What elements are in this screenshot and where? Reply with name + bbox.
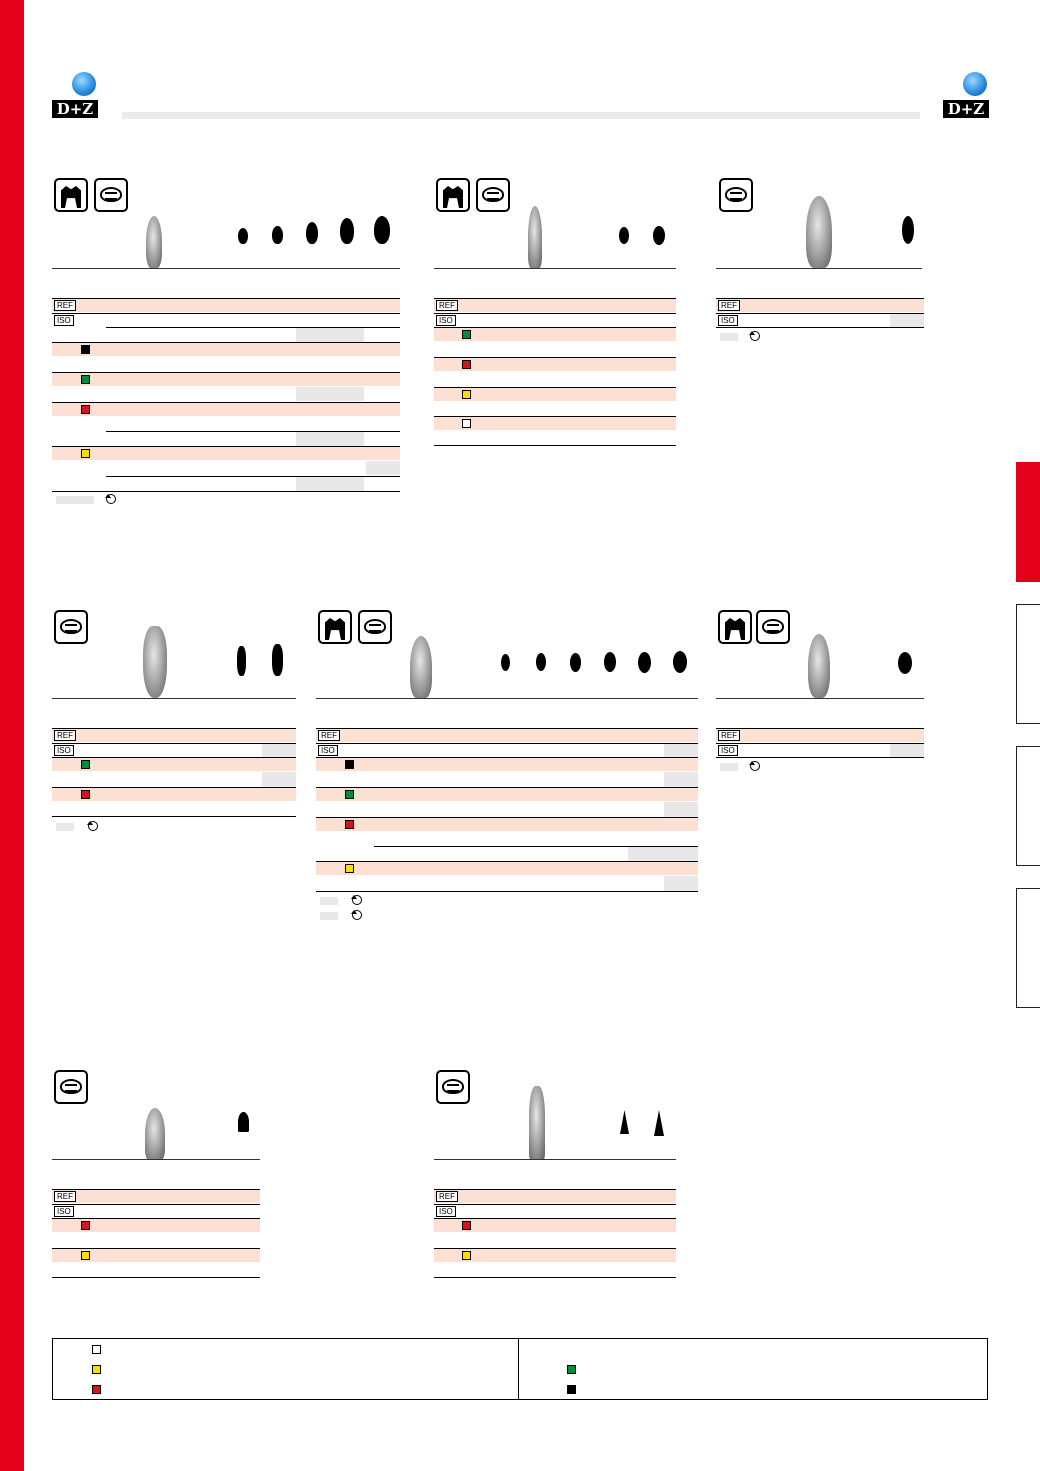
bur-photo bbox=[806, 196, 832, 268]
gray-cell bbox=[664, 876, 698, 891]
tooth-crown-icon bbox=[318, 610, 352, 644]
iso-row bbox=[52, 1204, 260, 1218]
red-square-icon bbox=[345, 820, 354, 829]
mouth-icon bbox=[476, 178, 510, 212]
yellow-square-icon bbox=[81, 449, 90, 458]
rotation-icon bbox=[106, 494, 116, 504]
iso-row bbox=[52, 313, 400, 327]
band-row-black bbox=[52, 342, 400, 356]
gray-cell bbox=[296, 328, 364, 342]
bur-silhouette bbox=[238, 228, 248, 244]
band-row-green bbox=[52, 757, 296, 771]
iso-row bbox=[434, 313, 676, 327]
ref-row bbox=[52, 728, 296, 742]
gray-cell bbox=[366, 461, 400, 475]
tooth-crown-icon bbox=[718, 610, 752, 644]
table-bottom bbox=[52, 816, 296, 817]
gray-cell bbox=[296, 432, 364, 446]
mouth-icon bbox=[94, 178, 128, 212]
gray-cell bbox=[296, 477, 364, 491]
logo-globe-icon bbox=[963, 72, 987, 96]
ref-label: REF bbox=[318, 730, 340, 741]
bur-silhouette bbox=[619, 227, 629, 244]
ref-row bbox=[52, 298, 400, 312]
legend-divider bbox=[518, 1339, 519, 1399]
panel-baseline bbox=[316, 698, 698, 699]
dz-logo-left bbox=[52, 72, 98, 118]
red-square-icon bbox=[81, 405, 90, 414]
gray-cell bbox=[720, 763, 738, 771]
ref-row bbox=[434, 298, 676, 312]
gray-cell bbox=[664, 772, 698, 787]
gray-cell bbox=[890, 744, 924, 757]
panel-baseline bbox=[52, 1159, 260, 1160]
bur-silhouette bbox=[501, 654, 510, 671]
ref-row bbox=[434, 1189, 676, 1203]
gray-cell bbox=[262, 772, 296, 787]
logo-text: D+Z bbox=[943, 100, 989, 118]
bur-silhouette bbox=[272, 226, 283, 244]
panel-baseline bbox=[716, 698, 924, 699]
red-square-icon bbox=[81, 1221, 90, 1230]
green-square-icon bbox=[567, 1365, 576, 1374]
rotation-icon bbox=[750, 761, 760, 771]
bur-silhouette bbox=[604, 652, 616, 672]
iso-row bbox=[434, 1204, 676, 1218]
green-square-icon bbox=[81, 375, 90, 384]
gray-cell bbox=[262, 744, 296, 757]
mouth-icon bbox=[756, 610, 790, 644]
band-row-red bbox=[316, 817, 698, 831]
yellow-square-icon bbox=[81, 1251, 90, 1260]
gray-cell bbox=[320, 897, 338, 905]
rotation-icon bbox=[88, 821, 98, 831]
iso-label: ISO bbox=[54, 745, 74, 756]
bur-silhouette bbox=[374, 216, 390, 244]
yellow-square-icon bbox=[462, 1251, 471, 1260]
bur-silhouette bbox=[237, 646, 246, 676]
header-rule bbox=[122, 112, 920, 119]
bur-silhouette bbox=[570, 653, 581, 672]
mouth-icon bbox=[436, 1070, 470, 1104]
band-row-red bbox=[434, 357, 676, 371]
gray-cell bbox=[720, 333, 738, 341]
white-square-icon bbox=[92, 1345, 101, 1354]
panel-baseline bbox=[434, 268, 676, 269]
bur-silhouette bbox=[620, 1110, 629, 1134]
black-square-icon bbox=[345, 760, 354, 769]
red-square-icon bbox=[81, 790, 90, 799]
bur-silhouette bbox=[536, 653, 546, 671]
ref-label: REF bbox=[436, 300, 458, 311]
gray-cell bbox=[890, 314, 924, 327]
table-bottom bbox=[316, 891, 698, 892]
ref-row bbox=[716, 728, 924, 742]
dz-logo-right bbox=[943, 72, 989, 118]
panel-baseline bbox=[52, 268, 400, 269]
black-square-icon bbox=[81, 345, 90, 354]
ref-label: REF bbox=[54, 300, 76, 311]
bur-photo bbox=[143, 626, 167, 698]
bur-photo bbox=[529, 1086, 545, 1160]
bur-silhouette bbox=[638, 652, 651, 673]
side-tab-2[interactable] bbox=[1016, 604, 1040, 724]
bur-silhouette bbox=[340, 218, 354, 244]
bur-silhouette bbox=[898, 652, 912, 674]
red-square-icon bbox=[92, 1385, 101, 1394]
red-square-icon bbox=[462, 1221, 471, 1230]
band-row-green bbox=[52, 372, 400, 386]
green-square-icon bbox=[462, 330, 471, 339]
table-bottom bbox=[52, 491, 400, 492]
logo-text: D+Z bbox=[52, 100, 98, 118]
side-tab-3[interactable] bbox=[1016, 746, 1040, 866]
band-row-yellow bbox=[434, 1248, 676, 1262]
bur-silhouette bbox=[673, 651, 687, 673]
iso-row bbox=[316, 743, 698, 757]
iso-label: ISO bbox=[718, 745, 738, 756]
green-square-icon bbox=[345, 790, 354, 799]
band-row-black bbox=[316, 757, 698, 771]
bur-photo bbox=[528, 206, 542, 268]
bur-photo bbox=[145, 1108, 165, 1160]
band-row-green bbox=[434, 327, 676, 341]
table-bottom bbox=[52, 1277, 260, 1278]
mouth-icon bbox=[719, 178, 753, 212]
color-legend bbox=[52, 1338, 988, 1400]
gray-cell bbox=[664, 802, 698, 817]
band-row-yellow bbox=[316, 861, 698, 875]
band-row-green bbox=[316, 787, 698, 801]
yellow-square-icon bbox=[462, 390, 471, 399]
band-row-yellow bbox=[52, 446, 400, 460]
bur-silhouette bbox=[272, 644, 283, 676]
bur-silhouette bbox=[238, 1112, 249, 1132]
band-row-red bbox=[52, 402, 400, 416]
gray-cell bbox=[296, 387, 364, 401]
ref-label: REF bbox=[718, 730, 740, 741]
iso-label: ISO bbox=[54, 1206, 74, 1217]
band-row-red bbox=[52, 787, 296, 801]
side-tab-4[interactable] bbox=[1016, 888, 1040, 1008]
ref-row bbox=[716, 298, 924, 312]
iso-label: ISO bbox=[718, 315, 738, 326]
ref-label: REF bbox=[54, 730, 76, 741]
mouth-icon bbox=[358, 610, 392, 644]
band-row-yellow bbox=[434, 387, 676, 401]
left-accent-bar bbox=[0, 0, 24, 1471]
bur-silhouette bbox=[902, 216, 914, 244]
side-tab-1[interactable] bbox=[1016, 462, 1040, 582]
ref-label: REF bbox=[436, 1191, 458, 1202]
band-row-red bbox=[52, 1218, 260, 1232]
yellow-square-icon bbox=[92, 1365, 101, 1374]
iso-label: ISO bbox=[318, 745, 338, 756]
black-square-icon bbox=[567, 1385, 576, 1394]
panel-baseline bbox=[52, 698, 296, 699]
bur-silhouette bbox=[653, 226, 665, 245]
band-row-white bbox=[434, 416, 676, 430]
ref-row bbox=[52, 1189, 260, 1203]
tooth-crown-icon bbox=[436, 178, 470, 212]
iso-row bbox=[52, 743, 296, 757]
iso-label: ISO bbox=[436, 1206, 456, 1217]
mouth-icon bbox=[54, 1070, 88, 1104]
gray-cell bbox=[56, 823, 74, 831]
ref-label: REF bbox=[54, 1191, 76, 1202]
table-bottom bbox=[434, 445, 676, 446]
yellow-square-icon bbox=[345, 864, 354, 873]
iso-label: ISO bbox=[436, 315, 456, 326]
table-bottom bbox=[716, 757, 924, 758]
tooth-crown-icon bbox=[54, 178, 88, 212]
rotation-icon bbox=[352, 910, 362, 920]
gray-cell bbox=[320, 912, 338, 920]
bur-silhouette bbox=[306, 222, 318, 244]
green-square-icon bbox=[81, 760, 90, 769]
bur-photo bbox=[146, 216, 162, 268]
white-square-icon bbox=[462, 419, 471, 428]
gray-cell bbox=[628, 847, 698, 861]
ref-label: REF bbox=[718, 300, 740, 311]
bur-photo bbox=[808, 634, 830, 698]
table-bottom bbox=[716, 327, 924, 328]
iso-label: ISO bbox=[54, 315, 74, 326]
bur-photo bbox=[410, 636, 432, 698]
band-row-yellow bbox=[52, 1248, 260, 1262]
bur-silhouette bbox=[654, 1110, 664, 1136]
rotation-icon bbox=[352, 895, 362, 905]
gray-cell bbox=[56, 496, 94, 504]
mouth-icon bbox=[54, 610, 88, 644]
ref-row bbox=[316, 728, 698, 742]
panel-baseline bbox=[434, 1159, 676, 1160]
table-bottom bbox=[434, 1277, 676, 1278]
logo-globe-icon bbox=[72, 72, 96, 96]
band-row-red bbox=[434, 1218, 676, 1232]
panel-baseline bbox=[716, 268, 922, 269]
red-square-icon bbox=[462, 360, 471, 369]
rotation-icon bbox=[750, 331, 760, 341]
gray-cell bbox=[664, 744, 698, 757]
